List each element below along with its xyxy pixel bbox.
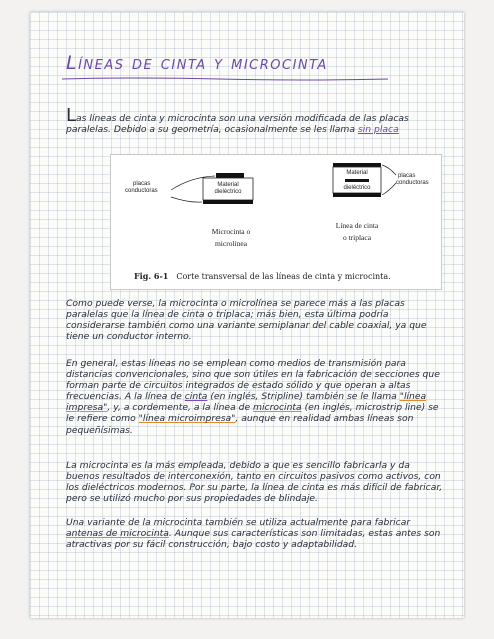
paragraph-3-term-cinta: cinta	[184, 391, 208, 403]
right-arrow-label-2: conductoras	[396, 180, 429, 186]
drop-cap: L	[66, 105, 77, 126]
title-underline	[60, 76, 390, 82]
paragraph-3-text-e: , aunque en realidad ambas líneas son pequeñísimas.	[66, 413, 414, 436]
left-caption-1: Microcinta o	[211, 227, 251, 236]
paragraph-5-text-a: Una variante de la microcinta también se utiliza actualmente para fabricar	[66, 517, 411, 528]
right-caption-1: Línea de cinta	[335, 221, 379, 230]
figure-caption	[134, 271, 391, 281]
paragraph-3-term-linea-impresa: "línea impresa"	[66, 391, 427, 414]
stripline-center-strip	[345, 179, 369, 182]
paragraph-1-term: sin placa	[357, 124, 399, 136]
paragraph-1-text: as líneas de cinta y microcinta son una versión modificada de las placas paralelas. Debido a su geometría, ocasionalmente se les llama	[66, 113, 409, 136]
paragraph-3-text-b: (en inglés, Stripline) también se le llama	[210, 391, 397, 403]
left-arrow-label-1: placas	[133, 181, 151, 187]
paragraph-1	[66, 105, 446, 136]
paragraph-5-term: antenas de microcinta	[66, 528, 169, 540]
paragraph-3	[66, 358, 446, 436]
paragraph-2: Como puede verse, la microcinta o microlínea se parece más a las placas paralelas que la línea de cinta o triplaca; más bien, esta última podría considerarse también como una variante semiplanar del cable coaxial, ya que tiene un conductor interno.	[66, 298, 427, 343]
figure-cross-section	[110, 154, 442, 290]
notebook-page	[30, 12, 464, 618]
stripline-top-plate	[333, 163, 381, 167]
right-caption-2: o triplaca	[342, 233, 372, 242]
microstrip-top-conductor	[216, 173, 244, 178]
left-caption-2: microlínea	[214, 239, 248, 248]
page-title: Líneas de cinta y microcinta	[66, 52, 328, 74]
paragraph-3-text-d: (en inglés, microstrip line) se le refiere como	[66, 402, 439, 425]
stripline-bottom-plate	[333, 193, 381, 197]
paragraph-3-term-linea-microimpresa: "línea microimpresa"	[138, 413, 236, 425]
paragraph-3-text-a: En general, estas líneas no se emplean como medios de transmisión para distancias convencionales, sino que son útiles en la fabricación de secciones que forman parte de circuitos integrados de estado sólido y que operan a altas frecuencias. A la línea de	[66, 358, 440, 403]
paragraph-5	[66, 517, 446, 550]
paragraph-3-text-c: , y, a cordemente, a la línea de	[107, 402, 251, 414]
figure-caption-number: Fig. 6-1	[134, 271, 169, 281]
left-box-label-1: Material	[217, 182, 239, 188]
figure-caption-text: Corte transversal de las líneas de cinta y microcinta.	[176, 272, 391, 281]
paragraph-3-term-microcinta: microcinta	[253, 402, 302, 414]
paragraph-4: La microcinta es la más empleada, debido a que es sencillo fabricarla y da buenos resultados de interconexión, tanto en circuitos pasivos como activos, con los dieléctricos modernos. Por su parte, la línea de cinta es más difícil de fabricar, pero se utilizó mucho por sus propiedades de blindaje.	[66, 460, 443, 505]
left-box-label-2: dieléctrico	[214, 189, 242, 195]
right-box-label-1: Material	[346, 170, 368, 176]
microstrip-ground-plane	[203, 200, 253, 204]
right-box-label-2: dieléctrico	[343, 185, 371, 191]
paragraph-5-text-b: . Aunque sus características son limitadas, estas antes son atractivas por su fácil construcción, bajo costo y adaptabilidad.	[66, 528, 441, 551]
left-arrow-label-2: conductoras	[125, 188, 158, 194]
right-arrow-label-1: placas	[398, 173, 416, 179]
